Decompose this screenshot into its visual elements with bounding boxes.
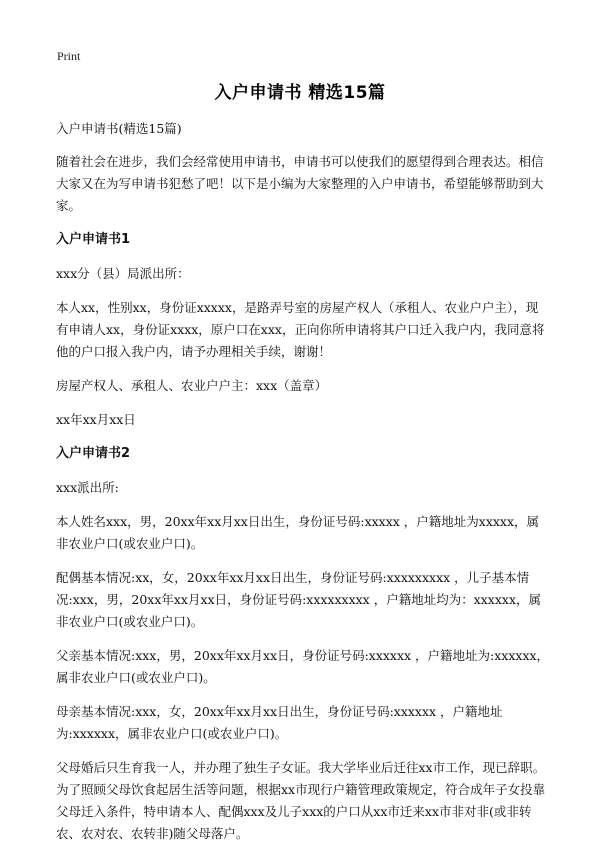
- body-paragraph: 本人姓名xxx，男，20xx年xx月xx日出生，身份证号码:xxxxx ，户籍地址为xxxxx，属非农业户口(或农业户口)。: [56, 514, 540, 551]
- print-link[interactable]: Print: [57, 49, 81, 63]
- salutation: xxx派出所:: [56, 480, 119, 495]
- document-body: [56, 118, 550, 857]
- body-paragraph: 父母婚后只生育我一人，并办理了独生子女证。我大学毕业后迁往xx市工作，现已辞职。为了照顾父母饮食起居生活等问题，根据xx市现行户籍管理政策规定，符合成年子女投靠父母迁入条件，特申请本人、配偶xxx及儿子xxx的户口从xx市迁来xx市非对非(或非转农、农对农、农转非)随父母落户。: [56, 760, 546, 841]
- page-title: 入户申请书 精选15篇: [214, 83, 386, 103]
- signature-line: 房屋产权人、承租人、农业户户主：xxx（盖章）: [56, 378, 328, 393]
- document-subtitle: 入户申请书(精选15篇): [56, 121, 182, 136]
- body-paragraph: 本人xx，性别xx，身份证xxxxx，是路弄号室的房屋产权人（承租人、农业户户主），现有申请人xx，身份证xxxx，原户口在xxx，正向你所申请将其户口迁入我户内，我同意将他的户口报入我户内，请予办理相关手续，谢谢！: [56, 300, 545, 359]
- section-heading: 入户申请书1: [56, 232, 131, 247]
- body-paragraph: 配偶基本情况:xx，女，20xx年xx月xx日出生，身份证号码:xxxxxxxxx ，儿子基本情况:xxx，男，20xx年xx月xx日，身份证号码:xxxxxxxxx ，户籍地址均为：xxxxxx，属非农业户口(或农业户口)。: [56, 570, 541, 629]
- body-paragraph: 母亲基本情况:xxx，女，20xx年xx月xx日出生，身份证号码:xxxxxx ，户籍地址为:xxxxxx，属非农业户口(或农业户口)。: [56, 704, 503, 741]
- section-heading: 入户申请书2: [56, 446, 131, 461]
- salutation: xxx分（县）局派出所：: [56, 266, 190, 281]
- intro-paragraph: 随着社会在进步，我们会经常使用申请书，申请书可以使我们的愿望得到合理表达。相信大家又在为写申请书犯愁了吧！以下是小编为大家整理的入户申请书，希望能够帮助到大家。: [56, 154, 544, 213]
- body-paragraph: 父亲基本情况:xxx，男，20xx年xx月xx日，身份证号码:xxxxxx ，户籍地址为:xxxxxx，属非农业户口(或农业户口)。: [56, 648, 550, 685]
- date-line: xx年xx月xx日: [56, 412, 136, 427]
